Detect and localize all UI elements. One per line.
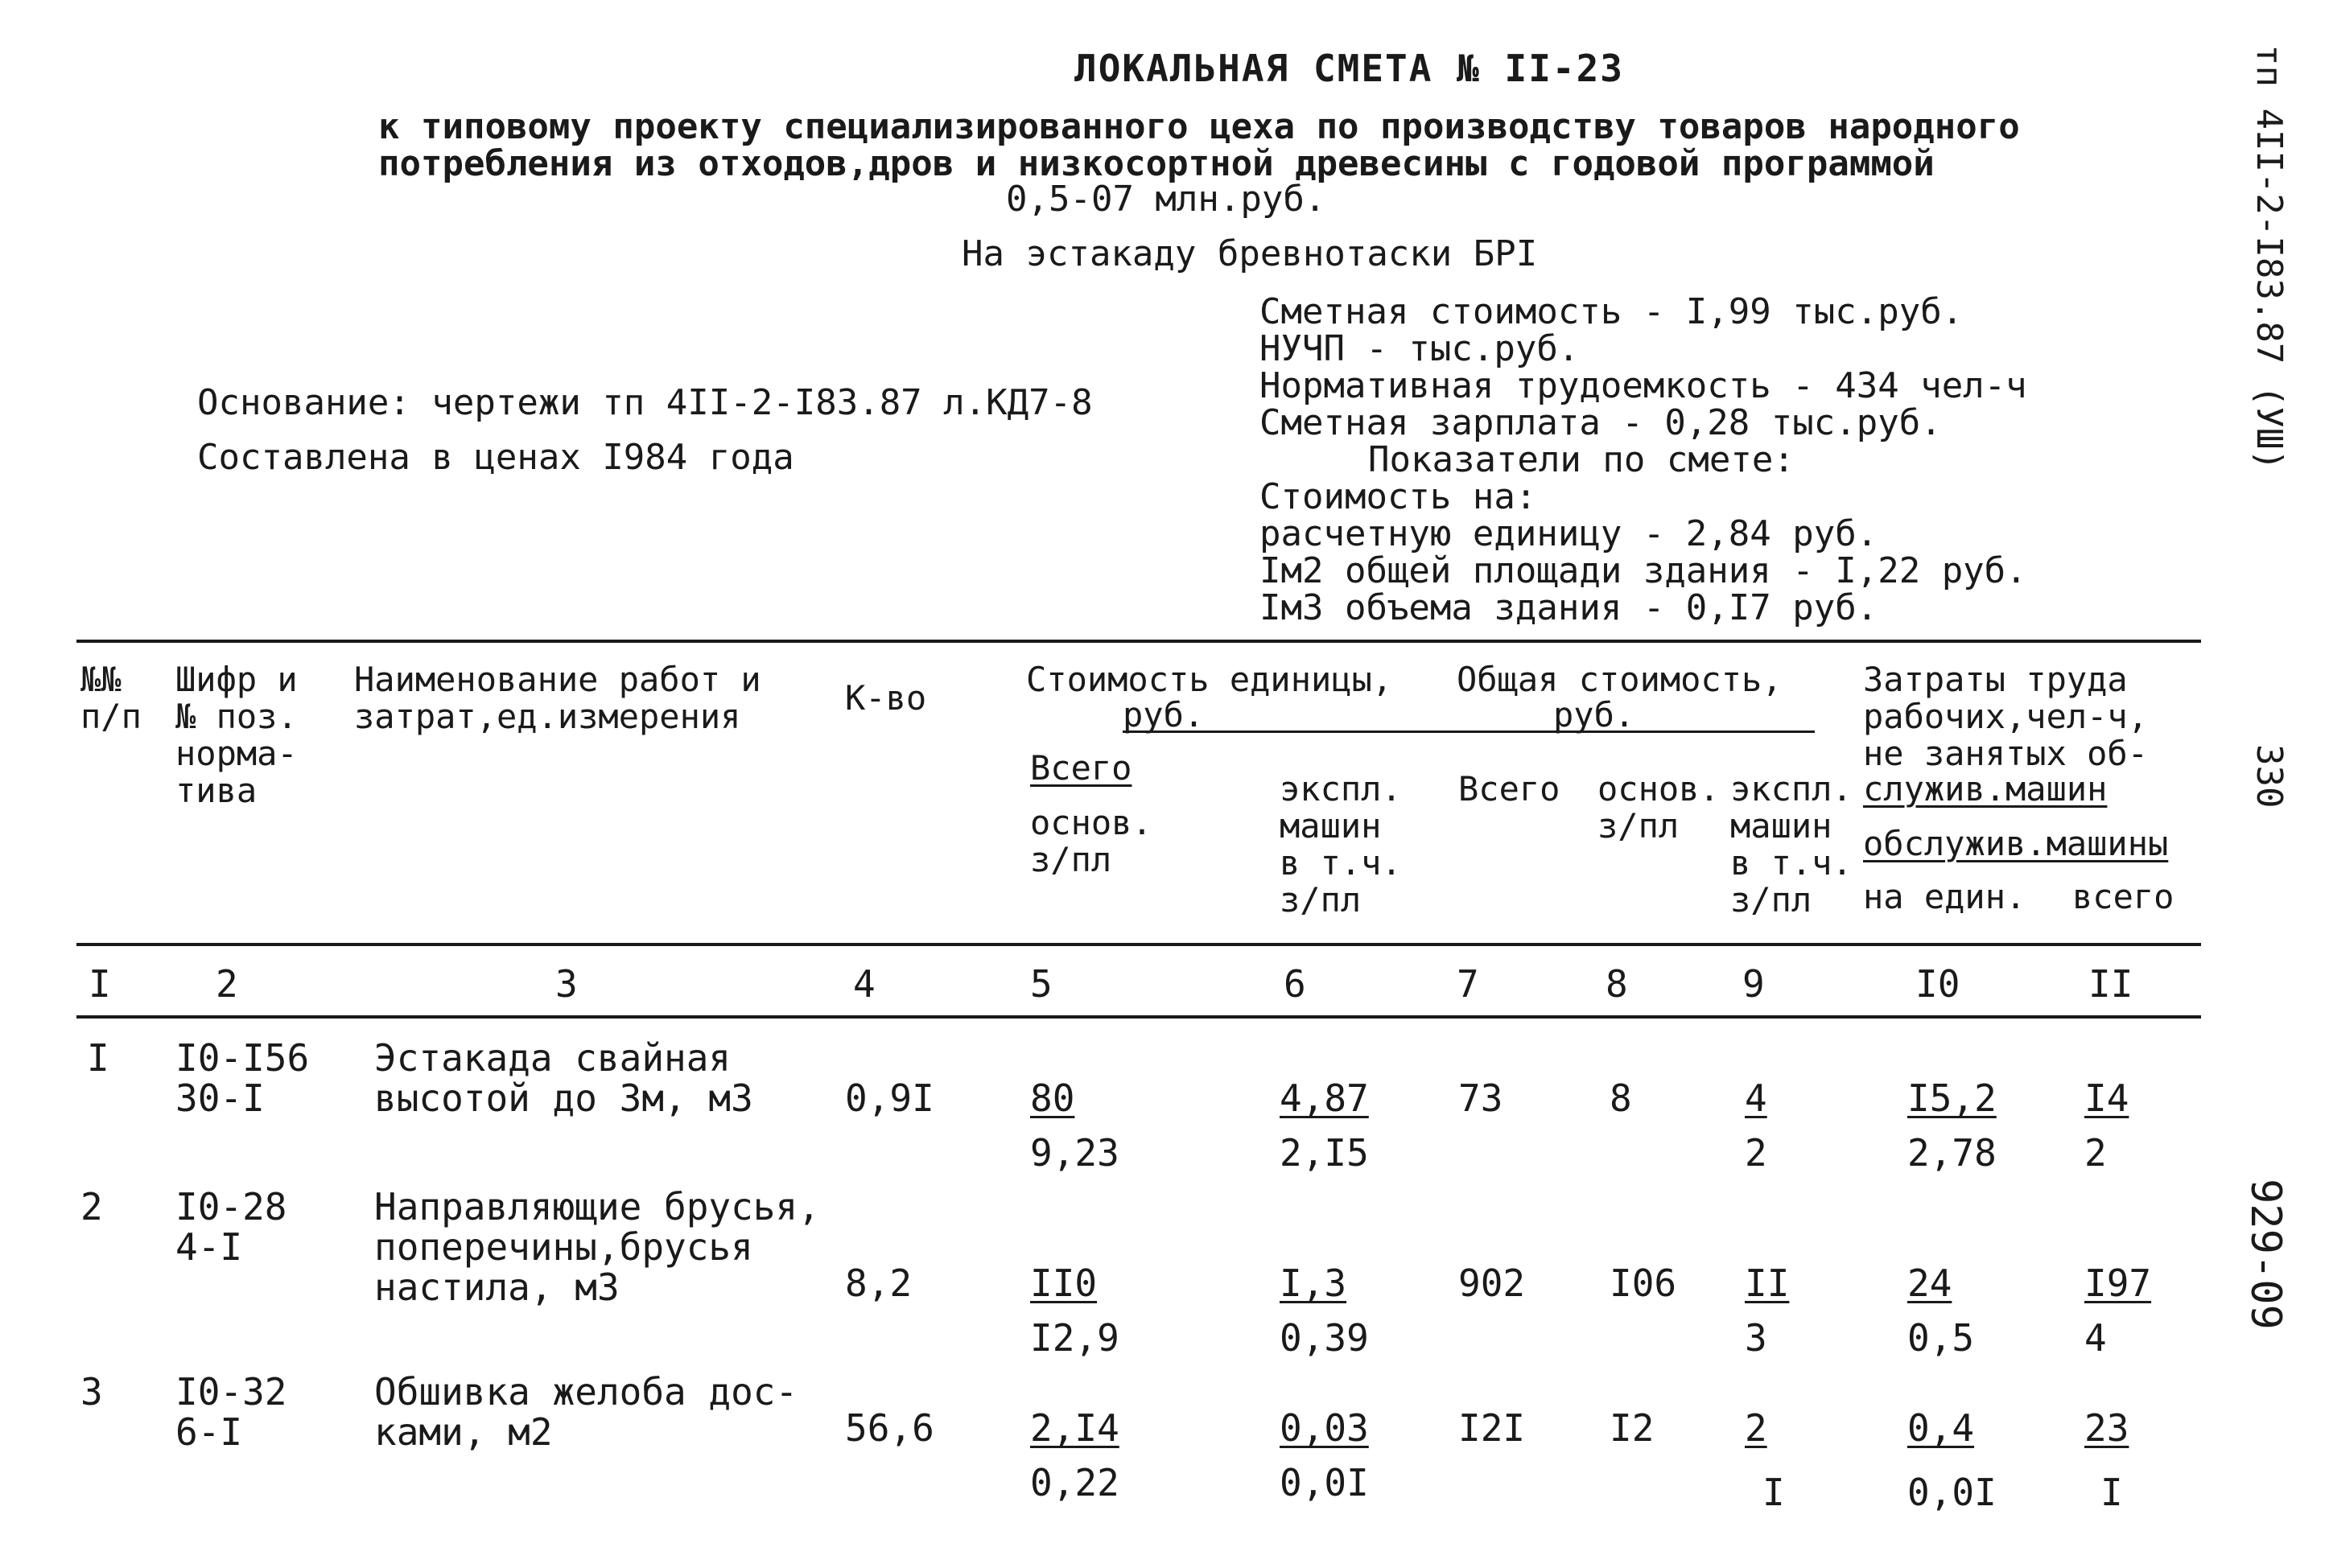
col-num-7: 7 — [1457, 962, 1479, 1006]
header-total-cost: Общая стоимость, — [1457, 660, 1783, 699]
col-num-5: 5 — [1030, 962, 1053, 1006]
header-base-salary: основ. з/пл — [1030, 803, 1152, 879]
side-doc-number: тп 4II-2-I83.87 (УШ) — [2249, 44, 2290, 471]
row3-code: I0-32 6-I — [175, 1370, 287, 1454]
row3-c9-bot: I — [1762, 1471, 1785, 1514]
object-name: На эстакаду бревнотаски БРI — [962, 233, 1538, 274]
row1-num: I — [87, 1036, 109, 1080]
col-num-3: 3 — [555, 962, 578, 1006]
col-num-10: I0 — [1915, 962, 1960, 1006]
summary-nuchp: НУЧП - тыс.руб. — [1259, 328, 1580, 369]
col-num-1: I — [89, 962, 111, 1006]
row2-num: 2 — [80, 1185, 103, 1228]
prices-year: Составлена в ценах I984 года — [197, 437, 794, 478]
row3-c10-top: 0,4 — [1907, 1406, 1975, 1450]
col-num-4: 4 — [853, 962, 876, 1006]
row2-qty: 8,2 — [845, 1261, 913, 1305]
row3-c7: I2I — [1458, 1406, 1526, 1450]
row1-c11-bot: 2 — [2084, 1131, 2107, 1175]
header-bottom-rule — [76, 943, 2201, 946]
row3-num: 3 — [80, 1370, 103, 1414]
header-num: №№ п/п — [80, 660, 142, 736]
row1-c6-bot: 2,I5 — [1280, 1131, 1369, 1175]
summary-cost: Сметная стоимость - I,99 тыс.руб. — [1259, 291, 1964, 332]
header-labor: Затраты труда рабочих,чел-ч, не занятых об- — [1863, 660, 2149, 773]
side-page-number: 330 — [2249, 744, 2290, 809]
row3-c5-top: 2,I4 — [1030, 1406, 1119, 1450]
row2-c5-bot: I2,9 — [1030, 1316, 1119, 1360]
header-total-machine: экспл. машин в т.ч. з/пл — [1730, 769, 1853, 920]
summary-labor: Нормативная трудоемкость - 434 чел-ч — [1259, 365, 2027, 406]
summary-per-m2: Iм2 общей площади здания - I,22 руб. — [1259, 550, 2027, 591]
header-cost-rule — [1123, 730, 1815, 733]
header-total-cost-rub: руб. — [1553, 695, 1635, 735]
row3-c6-top: 0,03 — [1280, 1406, 1369, 1450]
subtitle-line-2: потребления из отходов,дров и низкосортной древесины с годовой программой — [378, 143, 1935, 184]
col-num-8: 8 — [1606, 962, 1628, 1006]
row1-c6-top: 4,87 — [1280, 1076, 1369, 1120]
header-qty: К-во — [845, 678, 927, 718]
row1-c7: 73 — [1458, 1076, 1503, 1120]
header-total-all: Всего — [1458, 769, 1560, 809]
row1-c8: 8 — [1610, 1076, 1632, 1120]
summary-indicators: Показатели по смете: — [1368, 439, 1795, 480]
row2-c6-top: I,3 — [1280, 1261, 1347, 1305]
header-machine: экспл. машин в т.ч. з/пл — [1280, 769, 1402, 920]
header-code: Шифр и № поз. норма- тива — [175, 660, 298, 810]
summary-cost-on: Стоимость на: — [1259, 476, 1537, 517]
header-labor-per-unit: на един. — [1863, 877, 2026, 916]
header-total-base: основ. з/пл — [1597, 769, 1720, 846]
row1-c10-top: I5,2 — [1907, 1076, 1997, 1120]
table-top-rule — [76, 640, 2201, 643]
row2-c8: I06 — [1610, 1261, 1677, 1305]
header-unit-cost-rub: руб. — [1123, 695, 1205, 735]
col-num-11: II — [2088, 962, 2133, 1006]
subtitle-line-3: 0,5-07 млн.руб. — [1006, 179, 1326, 220]
row3-c10-bot: 0,0I — [1907, 1471, 1997, 1514]
header-all-top: Всего — [1030, 748, 1132, 788]
col-num-6: 6 — [1284, 962, 1306, 1006]
header-labor-served: обслужив.машины — [1863, 824, 2169, 863]
header-labor-total: всего — [2072, 877, 2174, 916]
col-num-2: 2 — [216, 962, 238, 1006]
row1-name: Эстакада свайная высотой до 3м, м3 — [374, 1036, 753, 1120]
row3-c8: I2 — [1610, 1406, 1655, 1450]
row2-c9-top: II — [1745, 1261, 1790, 1305]
side-code: 929-09 — [2241, 1179, 2290, 1330]
row1-c9-bot: 2 — [1745, 1131, 1767, 1175]
row2-code: I0-28 4-I — [175, 1185, 287, 1269]
row2-c6-bot: 0,39 — [1280, 1316, 1369, 1360]
row3-c11-bot: I — [2100, 1471, 2123, 1514]
row2-c10-top: 24 — [1907, 1261, 1952, 1305]
row3-c5-bot: 0,22 — [1030, 1461, 1119, 1504]
page-title: ЛОКАЛЬНАЯ СМЕТА № II-23 — [1074, 47, 1624, 90]
row2-c9-bot: 3 — [1745, 1316, 1767, 1360]
header-name: Наименование работ и затрат,ед.измерения — [354, 660, 761, 736]
summary-salary: Сметная зарплата - 0,28 тыс.руб. — [1259, 402, 1942, 443]
col-num-9: 9 — [1742, 962, 1765, 1006]
summary-per-unit: расчетную единицу - 2,84 руб. — [1259, 513, 1878, 554]
basis: Основание: чертежи тп 4II-2-I83.87 л.КД7-8 — [197, 382, 1093, 423]
row2-c5-top: II0 — [1030, 1261, 1098, 1305]
row1-code: I0-I56 30-I — [175, 1036, 310, 1120]
row1-qty: 0,9I — [845, 1076, 934, 1120]
row3-name: Обшивка желоба дос- ками, м2 — [374, 1370, 798, 1454]
row1-c10-bot: 2,78 — [1907, 1131, 1997, 1175]
row1-c9-top: 4 — [1745, 1076, 1767, 1120]
row2-c7: 902 — [1458, 1261, 1526, 1305]
summary-per-m3: Iм3 объема здания - 0,I7 руб. — [1259, 587, 1878, 628]
row2-c11-bot: 4 — [2084, 1316, 2107, 1360]
row3-c9-top: 2 — [1745, 1406, 1767, 1450]
row2-c10-bot: 0,5 — [1907, 1316, 1975, 1360]
subtitle-line-1: к типовому проекту специализированного цеха по производству товаров народного — [378, 106, 2020, 147]
row3-qty: 56,6 — [845, 1406, 934, 1450]
row1-c5-top: 80 — [1030, 1076, 1075, 1120]
row2-c11-top: I97 — [2084, 1261, 2152, 1305]
row1-c5-bot: 9,23 — [1030, 1131, 1119, 1175]
header-unit-cost: Стоимость единицы, — [1026, 660, 1393, 699]
row3-c6-bot: 0,0I — [1280, 1461, 1369, 1504]
column-numbers-rule — [76, 1015, 2201, 1019]
row3-c11-top: 23 — [2084, 1406, 2129, 1450]
row2-name: Направляющие брусья, поперечины,брусья настила, м3 — [374, 1185, 820, 1309]
row1-c11-top: I4 — [2084, 1076, 2129, 1120]
header-labor-unserved: служив.машин — [1863, 769, 2108, 809]
